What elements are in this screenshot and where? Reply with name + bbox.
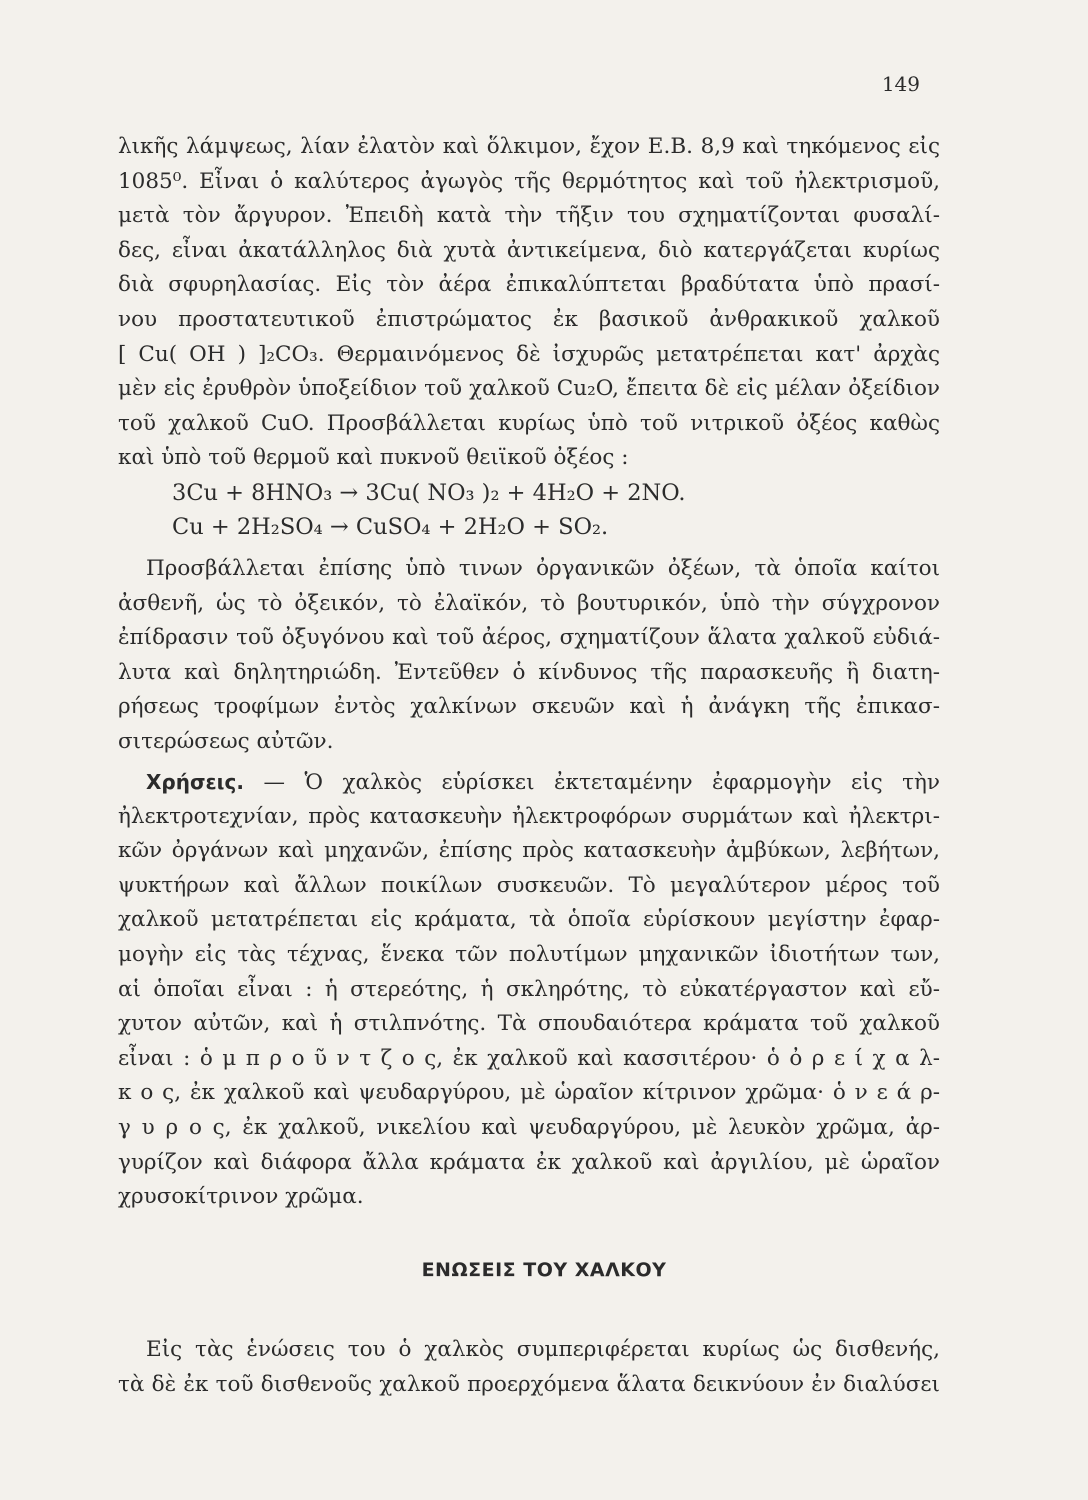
text-line: αἱ ὁποῖαι εἶναι : ἡ στερεότης, ἡ σκληρότης, τὸ εὐκατέργαστον καὶ εὔ- <box>118 976 940 1002</box>
text-line: καὶ ὑπὸ τοῦ θερμοῦ καὶ πυκνοῦ θειϊκοῦ ὀξέος : <box>118 445 629 471</box>
text-line: ρήσεως τροφίμων ἐντὸς χαλκίνων σκευῶν καὶ ἡ ἀνάγκη τῆς ἐπικασ- <box>118 694 940 720</box>
page-number: 149 <box>881 72 920 96</box>
equation-nitric-acid: 3Cu + 8HNO₃ → 3Cu( NO₃ )₂ + 4H₂O + 2NO. <box>172 479 686 506</box>
text-line: διὰ σφυρηλασίας. Εἰς τὸν ἀέρα ἐπικαλύπτεται βραδύτατα ὑπὸ πρασί- <box>118 272 940 298</box>
text-line: ἠλεκτροτεχνίαν, πρὸς κατασκευὴν ἠλεκτροφόρων συρμάτων καὶ ἠλεκτρι- <box>118 803 940 829</box>
text-line: μετὰ τὸν ἄργυρον. Ἐπειδὴ κατὰ τὴν τῆξιν του σχηματίζονται φυσαλί- <box>118 203 940 229</box>
section-heading: ΕΝΩΣΕΙΣ ΤΟΥ ΧΑΛΚΟΥ <box>421 1259 667 1281</box>
text-line: 1085⁰. Εἶναι ὁ καλύτερος ἀγωγὸς τῆς θερμότητος καὶ τοῦ ἠλεκτρισμοῦ, <box>118 168 940 194</box>
equation-sulfuric-acid: Cu + 2H₂SO₄ → CuSO₄ + 2H₂O + SO₂. <box>172 513 609 540</box>
paragraph-organic-acids <box>118 552 940 760</box>
text-line: Εἰς τὰς ἑνώσεις του ὁ χαλκὸς συμπεριφέρεται κυρίως ὡς δισθενής, <box>146 1337 940 1362</box>
text-line <box>118 765 940 800</box>
text-line: χαλκοῦ μετατρέπεται εἰς κράματα, τὰ ὁποῖα εὑρίσκουν μεγίστην ἐφαρ- <box>118 907 940 933</box>
text-line: σιτερώσεως αὐτῶν. <box>118 728 334 754</box>
text-line: γυρίζον καὶ διάφορα ἄλλα κράματα ἐκ χαλκοῦ καὶ ἀργιλίου, μὲ ὡραῖον <box>118 1149 940 1175</box>
text-line: τὰ δὲ ἐκ τοῦ δισθενοῦς χαλκοῦ προερχόμενα ἅλατα δεικνύουν ἐν διαλύσει <box>118 1371 940 1397</box>
text-line: ἐπίδρασιν τοῦ ὀξυγόνου καὶ τοῦ ἀέρος, σχηματίζουν ἅλατα χαλκοῦ εὐδιά- <box>118 625 940 651</box>
text-line: γ υ ρ ο ς, ἐκ χαλκοῦ, νικελίου καὶ ψευδαργύρου, μὲ λευκὸν χρῶμα, ἀρ- <box>118 1114 940 1140</box>
paragraph-uses <box>118 765 940 1215</box>
paragraph-copper-properties <box>118 130 940 544</box>
text-line: [ Cu( OH ) ]₂CO₃. Θερμαινόμενος δὲ ἰσχυρῶς μετατρέπεται κατ' ἀρχὰς <box>118 341 940 367</box>
text-line: λυτα καὶ δηλητηριώδη. Ἐντεῦθεν ὁ κίνδυνος τῆς παρασκευῆς ἢ διατη- <box>118 659 940 685</box>
uses-heading: Χρήσεις. <box>146 770 244 794</box>
text-line: κ ο ς, ἐκ χαλκοῦ καὶ ψευδαργύρου, μὲ ὡραῖον κίτρινον χρῶμα· ὁ ν ε ά ρ- <box>118 1080 940 1106</box>
text-line: χυτον αὐτῶν, καὶ ἡ στιλπνότης. Τὰ σπουδαιότερα κράματα τοῦ χαλκοῦ <box>118 1011 940 1037</box>
paragraph-compounds <box>118 1333 940 1402</box>
text-line: νου προστατευτικοῦ ἐπιστρώματος ἐκ βασικοῦ ἀνθρακικοῦ χαλκοῦ <box>118 306 940 332</box>
text-line: κῶν ὀργάνων καὶ μηχανῶν, ἐπίσης πρὸς κατασκευὴν ἀμβύκων, λεβήτων, <box>118 838 940 864</box>
text-line: μὲν εἰς ἐρυθρὸν ὑποξείδιον τοῦ χαλκοῦ Cu₂O, ἔπειτα δὲ εἰς μέλαν ὀξείδιον <box>118 376 940 402</box>
uses-first-line: — Ὁ χαλκὸς εὑρίσκει ἐκτεταμένην ἐφαρμογὴν εἰς τὴν <box>263 770 940 795</box>
text-line: μογὴν εἰς τὰς τέχνας, ἕνεκα τῶν πολυτίμων μηχανικῶν ἰδιοτήτων των, <box>118 941 940 967</box>
text-line: ψυκτήρων καὶ ἄλλων ποικίλων συσκευῶν. Τὸ μεγαλύτερον μέρος τοῦ <box>118 872 940 898</box>
text-line: δες, εἶναι ἀκατάλληλος διὰ χυτὰ ἀντικείμενα, διὸ κατεργάζεται κυρίως <box>118 237 940 263</box>
text-line: εἶναι : ὁ μ π ρ ο ῦ ν τ ζ ο ς, ἐκ χαλκοῦ καὶ κασσιτέρου· ὁ ὀ ρ ε ί χ α λ- <box>118 1045 940 1071</box>
text-line: χρυσοκίτρινον χρῶμα. <box>118 1184 364 1210</box>
text-line: λικῆς λάμψεως, λίαν ἐλατὸν καὶ ὅλκιμον, ἔχον Ε.Β. 8,9 καὶ τηκόμενος εἰς <box>118 134 940 159</box>
text-line: ἀσθενῆ, ὡς τὸ ὀξεικόν, τὸ ἐλαϊκόν, τὸ βουτυρικόν, ὑπὸ τὴν σύγχρονον <box>118 590 940 616</box>
text-line: τοῦ χαλκοῦ CuO. Προσβάλλεται κυρίως ὑπὸ τοῦ νιτρικοῦ ὀξέος καθὼς <box>118 410 940 436</box>
text-line: Προσβάλλεται ἐπίσης ὑπὸ τινων ὀργανικῶν ὀξέων, τὰ ὁποῖα καίτοι <box>146 556 940 581</box>
